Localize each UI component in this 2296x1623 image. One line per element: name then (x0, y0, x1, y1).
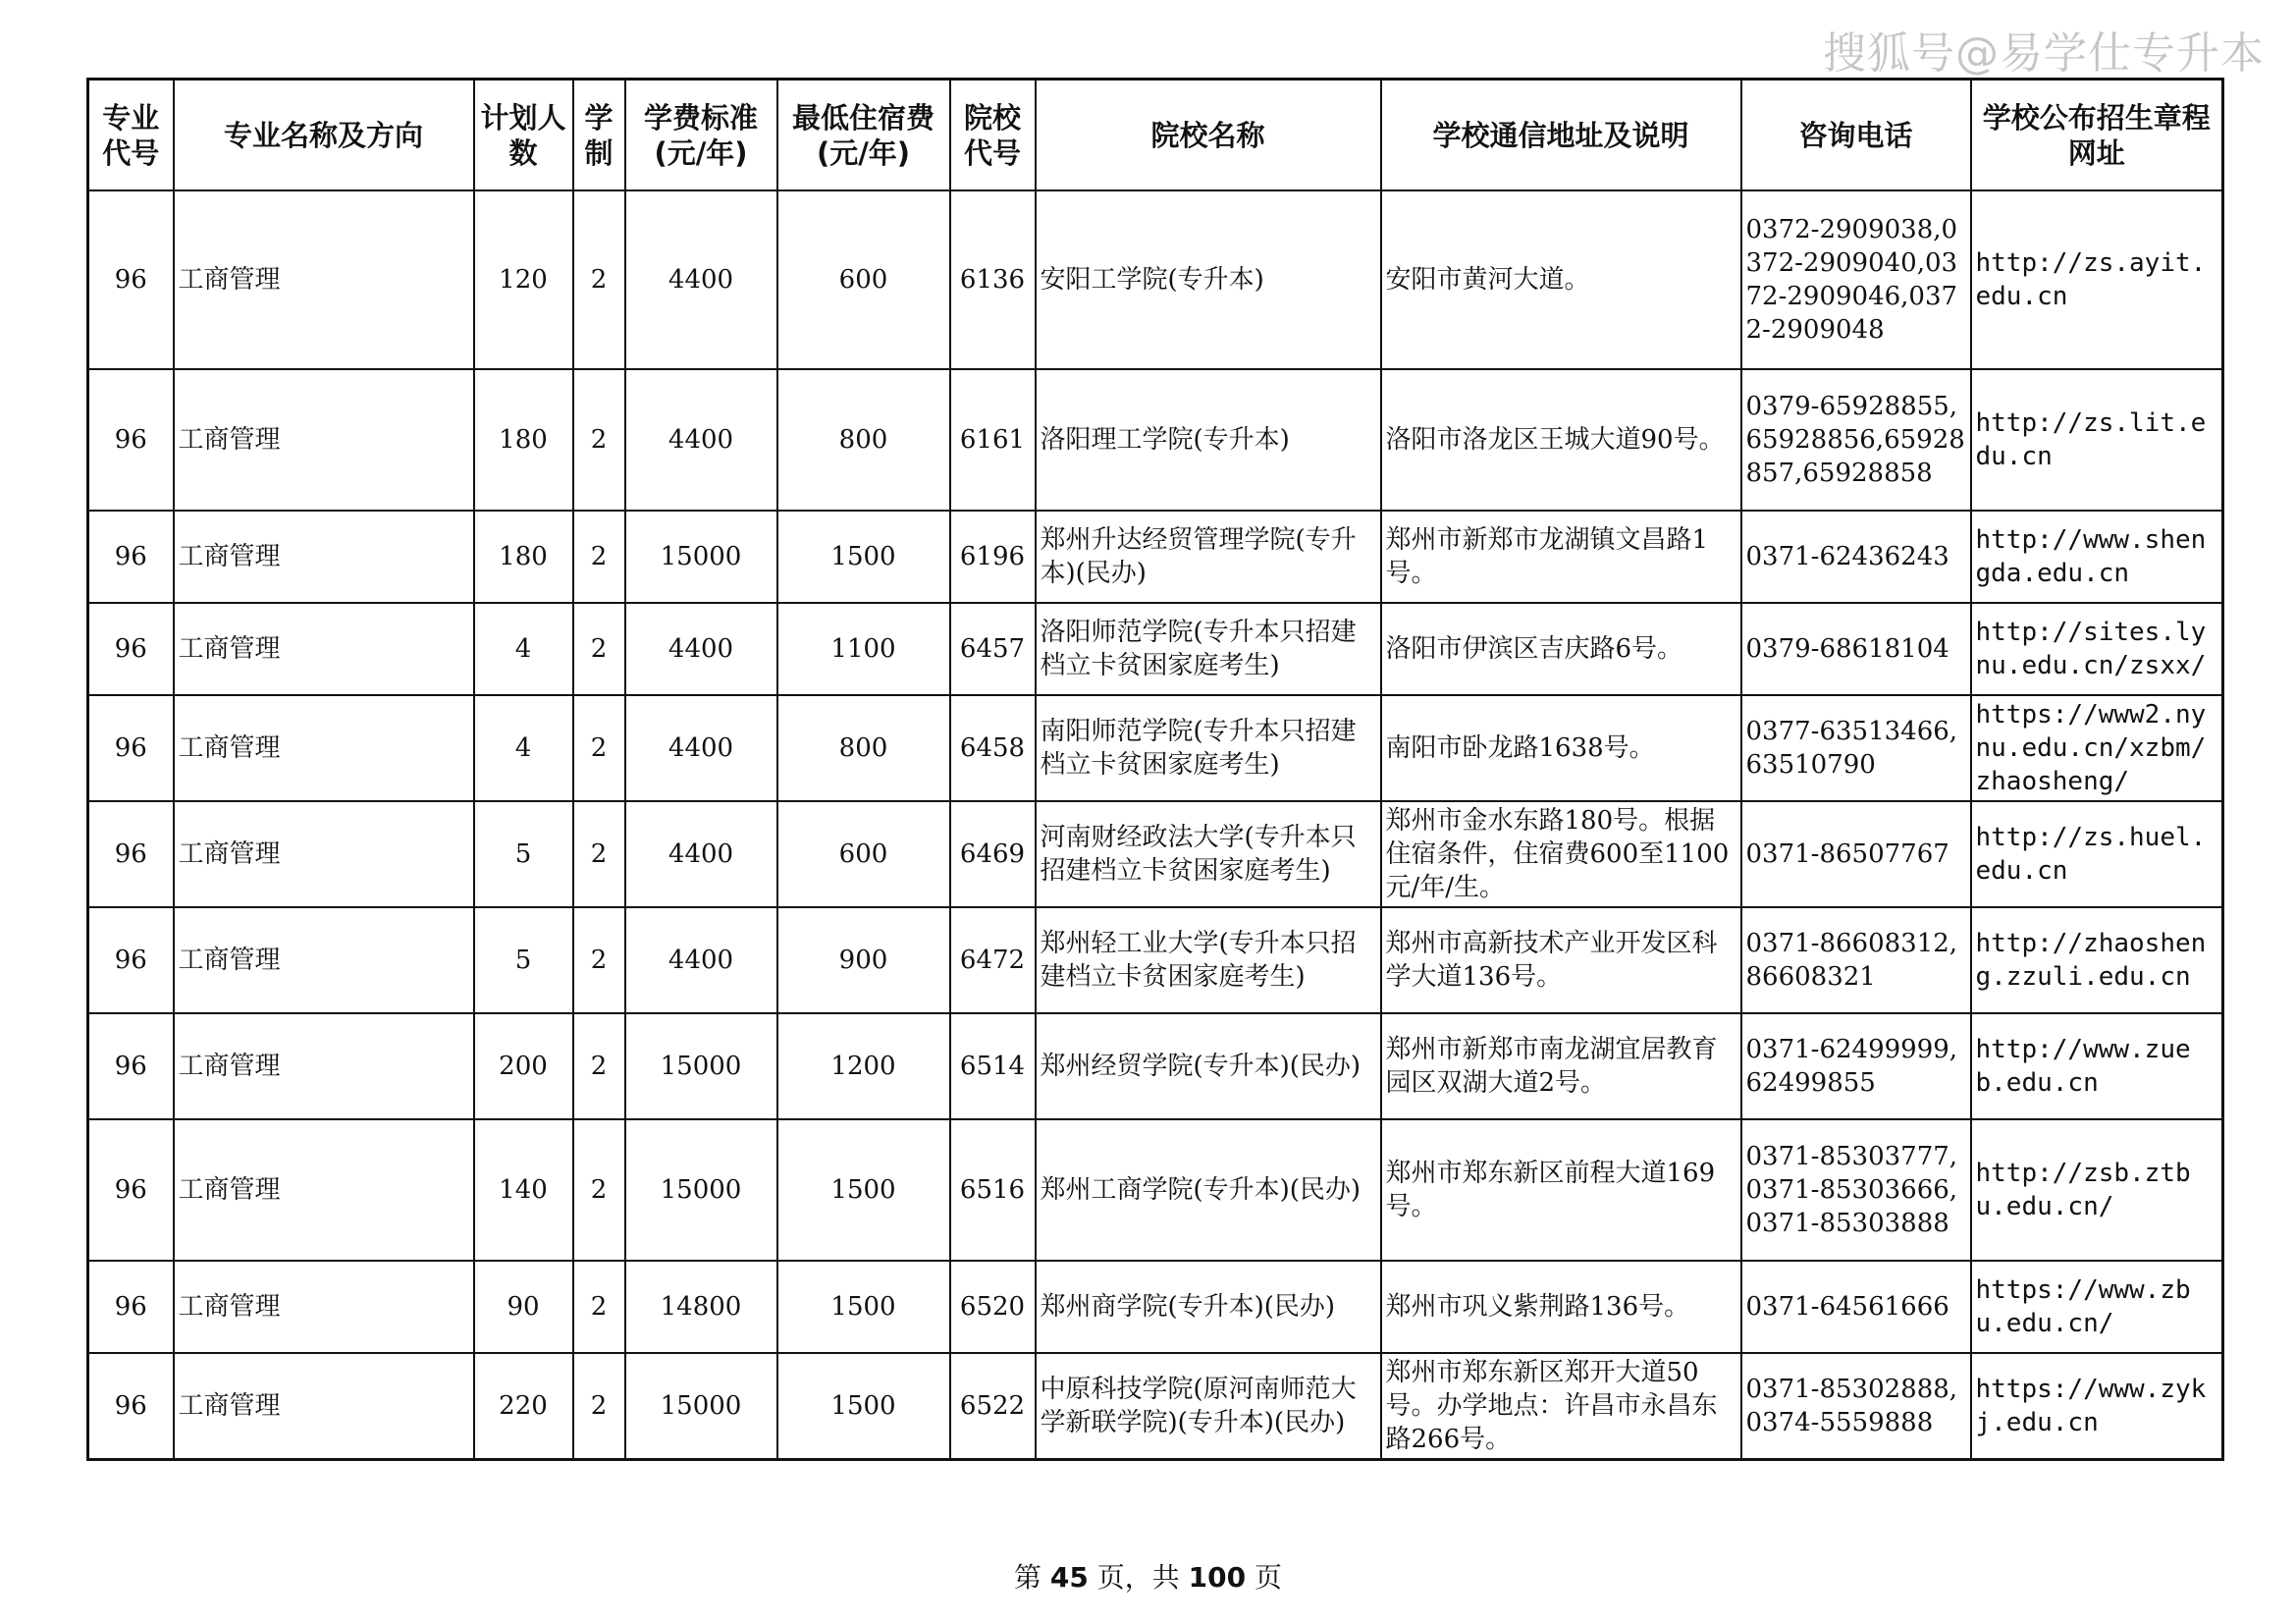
cell-tuition: 4400 (625, 695, 777, 801)
cell-tuition: 4400 (625, 907, 777, 1013)
cell-school-name: 河南财经政法大学(专升本只招建档立卡贫困家庭考生) (1036, 801, 1381, 907)
cell-tuition: 14800 (625, 1261, 777, 1353)
header-row (88, 80, 2223, 191)
cell-code: 96 (88, 695, 174, 801)
cell-code: 96 (88, 369, 174, 511)
cell-phone: 0371-62436243 (1741, 511, 1971, 603)
cell-url[interactable]: http://www.zueb.edu.cn (1971, 1013, 2223, 1119)
header-tuition: 学费标准(元/年) (625, 80, 777, 191)
cell-address: 洛阳市伊滨区吉庆路6号。 (1381, 603, 1741, 695)
cell-address: 郑州市郑东新区郑开大道50号。办学地点：许昌市永昌东路266号。 (1381, 1353, 1741, 1460)
footer-middle: 页，共 (1088, 1561, 1189, 1594)
page-footer (0, 1556, 2296, 1596)
cell-address: 安阳市黄河大道。 (1381, 190, 1741, 369)
cell-dorm: 600 (777, 190, 950, 369)
cell-plan: 5 (474, 907, 573, 1013)
cell-phone: 0371-62499999,62499855 (1741, 1013, 1971, 1119)
cell-tuition: 4400 (625, 801, 777, 907)
cell-school-code: 6522 (950, 1353, 1036, 1460)
cell-school-name: 郑州经贸学院(专升本)(民办) (1036, 1013, 1381, 1119)
cell-school-code: 6472 (950, 907, 1036, 1013)
header-major: 专业名称及方向 (174, 80, 474, 191)
cell-plan: 120 (474, 190, 573, 369)
cell-url[interactable]: http://zhaosheng.zzuli.edu.cn (1971, 907, 2223, 1013)
cell-plan: 180 (474, 369, 573, 511)
cell-tuition: 15000 (625, 1013, 777, 1119)
cell-code: 96 (88, 801, 174, 907)
cell-address: 洛阳市洛龙区王城大道90号。 (1381, 369, 1741, 511)
cell-url[interactable]: http://sites.lynu.edu.cn/zsxx/ (1971, 603, 2223, 695)
header-school-name: 院校名称 (1036, 80, 1381, 191)
cell-code: 96 (88, 907, 174, 1013)
header-address: 学校通信地址及说明 (1381, 80, 1741, 191)
cell-address: 郑州市新郑市南龙湖宜居教育园区双湖大道2号。 (1381, 1013, 1741, 1119)
cell-years: 2 (573, 511, 625, 603)
footer-prefix: 第 (1013, 1561, 1050, 1594)
cell-plan: 180 (474, 511, 573, 603)
cell-dorm: 1500 (777, 1353, 950, 1460)
cell-dorm: 1500 (777, 1119, 950, 1261)
admissions-table (86, 78, 2224, 1461)
header-url: 学校公布招生章程网址 (1971, 80, 2223, 191)
cell-phone: 0371-85302888,0374-5559888 (1741, 1353, 1971, 1460)
cell-url[interactable]: http://zs.ayit.edu.cn (1971, 190, 2223, 369)
cell-school-name: 安阳工学院(专升本) (1036, 190, 1381, 369)
header-dorm: 最低住宿费(元/年) (777, 80, 950, 191)
cell-tuition: 4400 (625, 369, 777, 511)
cell-phone: 0379-68618104 (1741, 603, 1971, 695)
header-plan: 计划人数 (474, 80, 573, 191)
cell-plan: 5 (474, 801, 573, 907)
cell-years: 2 (573, 190, 625, 369)
cell-major: 工商管理 (174, 511, 474, 603)
cell-school-name: 中原科技学院(原河南师范大学新联学院)(专升本)(民办) (1036, 1353, 1381, 1460)
header-code: 专业代号 (88, 80, 174, 191)
cell-years: 2 (573, 1119, 625, 1261)
cell-plan: 4 (474, 695, 573, 801)
cell-dorm: 800 (777, 369, 950, 511)
cell-code: 96 (88, 1119, 174, 1261)
cell-major: 工商管理 (174, 369, 474, 511)
cell-years: 2 (573, 369, 625, 511)
cell-plan: 90 (474, 1261, 573, 1353)
cell-school-code: 6514 (950, 1013, 1036, 1119)
cell-code: 96 (88, 1353, 174, 1460)
cell-code: 96 (88, 1261, 174, 1353)
cell-years: 2 (573, 1261, 625, 1353)
cell-school-code: 6136 (950, 190, 1036, 369)
cell-tuition: 4400 (625, 603, 777, 695)
header-years: 学制 (573, 80, 625, 191)
cell-major: 工商管理 (174, 603, 474, 695)
table-row (88, 603, 2223, 695)
cell-years: 2 (573, 1353, 625, 1460)
cell-phone: 0371-64561666 (1741, 1261, 1971, 1353)
table-row (88, 695, 2223, 801)
cell-tuition: 4400 (625, 190, 777, 369)
cell-school-code: 6161 (950, 369, 1036, 511)
footer-total-pages: 100 (1188, 1561, 1247, 1594)
cell-url[interactable]: https://www2.nynu.edu.cn/xzbm/zhaosheng/ (1971, 695, 2223, 801)
cell-url[interactable]: http://www.shengda.edu.cn (1971, 511, 2223, 603)
table-row (88, 907, 2223, 1013)
table-row (88, 511, 2223, 603)
cell-dorm: 800 (777, 695, 950, 801)
watermark: 搜狐号@易学仕专升本 (1823, 28, 2265, 79)
cell-school-name: 洛阳理工学院(专升本) (1036, 369, 1381, 511)
cell-major: 工商管理 (174, 190, 474, 369)
header-school-code: 院校代号 (950, 80, 1036, 191)
cell-major: 工商管理 (174, 801, 474, 907)
cell-code: 96 (88, 603, 174, 695)
cell-url[interactable]: https://www.zykj.edu.cn (1971, 1353, 2223, 1460)
cell-address: 郑州市高新技术产业开发区科学大道136号。 (1381, 907, 1741, 1013)
cell-major: 工商管理 (174, 1119, 474, 1261)
cell-major: 工商管理 (174, 1013, 474, 1119)
cell-dorm: 600 (777, 801, 950, 907)
table-row (88, 1013, 2223, 1119)
cell-school-name: 郑州工商学院(专升本)(民办) (1036, 1119, 1381, 1261)
cell-phone: 0377-63513466,63510790 (1741, 695, 1971, 801)
table-row (88, 1353, 2223, 1460)
cell-phone: 0372-2909038,0372-2909040,0372-2909046,0372-2909048 (1741, 190, 1971, 369)
cell-plan: 4 (474, 603, 573, 695)
cell-address: 南阳市卧龙路1638号。 (1381, 695, 1741, 801)
cell-phone: 0379-65928855,65928856,65928857,65928858 (1741, 369, 1971, 511)
footer-suffix: 页 (1246, 1561, 1283, 1594)
cell-url[interactable]: http://zs.huel.edu.cn (1971, 801, 2223, 907)
cell-url[interactable]: http://zsb.ztbu.edu.cn/ (1971, 1119, 2223, 1261)
cell-dorm: 1500 (777, 1261, 950, 1353)
cell-major: 工商管理 (174, 907, 474, 1013)
footer-page-number: 45 (1049, 1561, 1089, 1594)
cell-plan: 220 (474, 1353, 573, 1460)
cell-school-code: 6469 (950, 801, 1036, 907)
cell-address: 郑州市金水东路180号。根据住宿条件，住宿费600至1100元/年/生。 (1381, 801, 1741, 907)
cell-dorm: 1100 (777, 603, 950, 695)
cell-school-code: 6520 (950, 1261, 1036, 1353)
cell-school-name: 郑州轻工业大学(专升本只招建档立卡贫困家庭考生) (1036, 907, 1381, 1013)
cell-major: 工商管理 (174, 1353, 474, 1460)
cell-years: 2 (573, 603, 625, 695)
cell-code: 96 (88, 190, 174, 369)
cell-phone: 0371-85303777,0371-85303666,0371-85303888 (1741, 1119, 1971, 1261)
cell-school-name: 郑州商学院(专升本)(民办) (1036, 1261, 1381, 1353)
cell-school-name: 郑州升达经贸管理学院(专升本)(民办) (1036, 511, 1381, 603)
cell-phone: 0371-86608312,86608321 (1741, 907, 1971, 1013)
cell-url[interactable]: https://www.zbu.edu.cn/ (1971, 1261, 2223, 1353)
table-row (88, 1261, 2223, 1353)
table-row (88, 369, 2223, 511)
table-row (88, 190, 2223, 369)
cell-years: 2 (573, 907, 625, 1013)
cell-code: 96 (88, 511, 174, 603)
table-row (88, 1119, 2223, 1261)
cell-school-code: 6516 (950, 1119, 1036, 1261)
cell-code: 96 (88, 1013, 174, 1119)
cell-plan: 200 (474, 1013, 573, 1119)
cell-years: 2 (573, 695, 625, 801)
cell-major: 工商管理 (174, 695, 474, 801)
cell-tuition: 15000 (625, 511, 777, 603)
cell-school-name: 洛阳师范学院(专升本只招建档立卡贫困家庭考生) (1036, 603, 1381, 695)
cell-dorm: 1200 (777, 1013, 950, 1119)
cell-tuition: 15000 (625, 1353, 777, 1460)
cell-school-code: 6458 (950, 695, 1036, 801)
cell-url[interactable]: http://zs.lit.edu.cn (1971, 369, 2223, 511)
cell-major: 工商管理 (174, 1261, 474, 1353)
cell-school-code: 6457 (950, 603, 1036, 695)
header-phone: 咨询电话 (1741, 80, 1971, 191)
cell-dorm: 1500 (777, 511, 950, 603)
cell-plan: 140 (474, 1119, 573, 1261)
cell-tuition: 15000 (625, 1119, 777, 1261)
cell-address: 郑州市新郑市龙湖镇文昌路1号。 (1381, 511, 1741, 603)
cell-years: 2 (573, 801, 625, 907)
cell-years: 2 (573, 1013, 625, 1119)
cell-address: 郑州市郑东新区前程大道169号。 (1381, 1119, 1741, 1261)
table-row (88, 801, 2223, 907)
cell-phone: 0371-86507767 (1741, 801, 1971, 907)
cell-school-code: 6196 (950, 511, 1036, 603)
cell-school-name: 南阳师范学院(专升本只招建档立卡贫困家庭考生) (1036, 695, 1381, 801)
cell-address: 郑州市巩义紫荆路136号。 (1381, 1261, 1741, 1353)
cell-dorm: 900 (777, 907, 950, 1013)
